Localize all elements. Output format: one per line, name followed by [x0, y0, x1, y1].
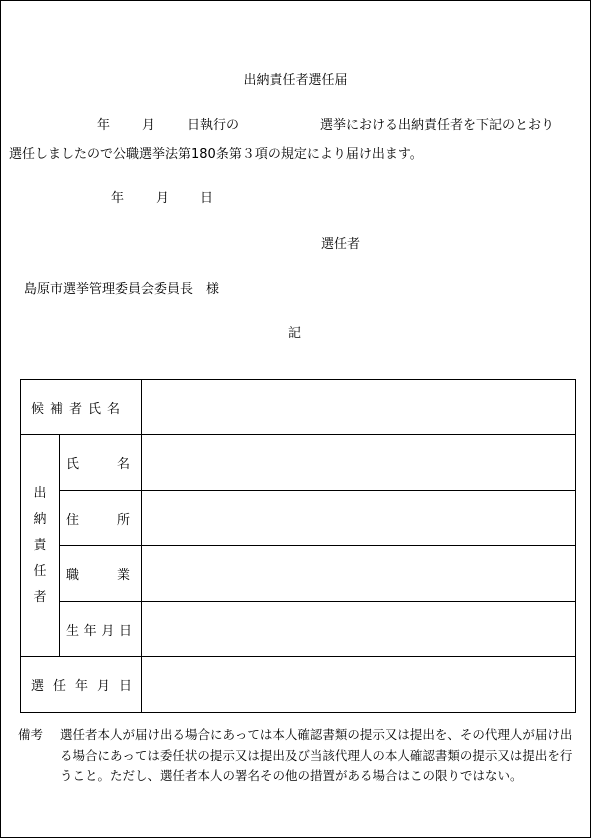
- name-char: 氏: [66, 457, 80, 472]
- address-char: 所: [116, 512, 130, 528]
- birthdate-char: 年: [83, 623, 97, 639]
- address-char: 住: [66, 512, 80, 528]
- document-title: 出納責任者選任届: [243, 73, 348, 88]
- address-field[interactable]: [142, 491, 576, 546]
- birthdate-label: [60, 602, 142, 657]
- appointer-label: 選任者: [321, 237, 361, 252]
- addressee: 島原市選挙管理委員会委員長 様: [24, 282, 220, 297]
- address-label: [60, 491, 142, 546]
- birthdate-char: 日: [118, 623, 132, 639]
- intro-line2: 選任しましたので公職選挙法第180条第３項の規定により届け出ます。: [9, 147, 423, 162]
- occupation-char: 業: [116, 568, 130, 583]
- name-char: 名: [116, 457, 130, 472]
- candidate-name-field[interactable]: [142, 380, 576, 435]
- candidate-name-label: [21, 380, 142, 435]
- candidate-name-text: 候補者氏名: [31, 401, 127, 417]
- treasurer-label: [21, 435, 60, 657]
- occupation-field[interactable]: [142, 546, 576, 602]
- birthdate-char: 月: [101, 623, 115, 639]
- remarks-text: 選任者本人が届け出る場合にあっては本人確認書類の提示又は提出を、その代理人が届け出る場合にあっては委任状の提示又は提出及び当該代理人の本人確認書類の提示又は提出を行うこと。ただし、選任者本人の署名その他の措置がある場合はこの限りではない。: [60, 727, 573, 783]
- intro-day-exec: 日執行の: [187, 118, 240, 133]
- occupation-char: 職: [66, 568, 80, 583]
- appointment-date-field[interactable]: [142, 657, 576, 713]
- treasurer-char: 納: [33, 511, 47, 527]
- intro-line1-tail: 選挙における出納責任者を下記のとおり: [320, 118, 555, 133]
- birthdate-char: 生: [66, 623, 80, 639]
- appointment-date-text: 選任年月日: [31, 679, 142, 694]
- intro-month: 月: [142, 118, 156, 133]
- date-day: 日: [200, 191, 214, 206]
- birthdate-field[interactable]: [142, 602, 576, 657]
- treasurer-char: 任: [33, 563, 47, 579]
- occupation-label: [60, 546, 142, 602]
- date-month: 月: [156, 191, 170, 206]
- name-field[interactable]: [142, 435, 576, 491]
- remarks-label: 備考: [18, 727, 44, 742]
- ki-mark: 記: [288, 326, 302, 341]
- appointment-date-label: [21, 657, 142, 713]
- treasurer-char: 責: [33, 537, 47, 553]
- date-year: 年: [111, 191, 125, 206]
- name-label: [60, 435, 142, 491]
- intro-year: 年: [97, 118, 111, 133]
- treasurer-form-table: [20, 379, 576, 713]
- treasurer-char: 者: [33, 589, 47, 605]
- treasurer-char: 出: [33, 485, 47, 501]
